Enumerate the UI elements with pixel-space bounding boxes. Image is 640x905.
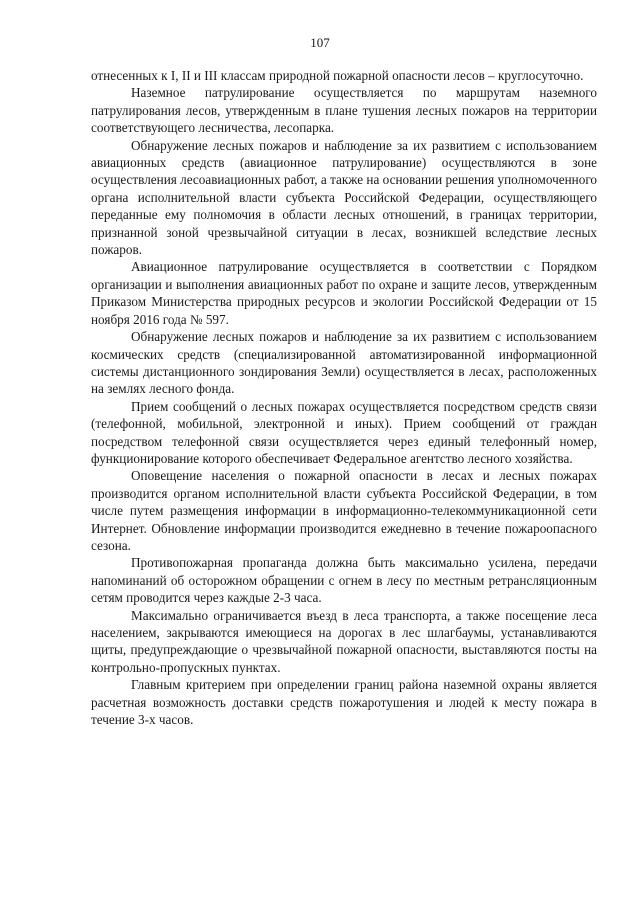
document-body <box>91 67 597 728</box>
page-number: 107 <box>310 35 330 50</box>
paragraph: Обнаружение лесных пожаров и наблюдение за их развитием с использованием космических средств (специализированной автоматизированной информационной системы дистанционного зондирования Земли) осуществляется в лесах, расположенных на землях лесного фонда. <box>91 329 597 397</box>
paragraph: Обнаружение лесных пожаров и наблюдение за их развитием с использованием авиационных средств (авиационное патрулирование) осуществляются в зоне осуществления лесоавиационных работ, а также на основании решения уполномоченного органа исполнительной власти субъекта Российской Федерации, осуществляющего переданные ему полномочия в области лесных отношений, в границах территории, признанной зоной чрезвычайной ситуации в лесах, возникшей вследствие лесных пожаров. <box>91 137 597 258</box>
paragraph: Наземное патрулирование осуществляется по маршрутам наземного патрулирования лесов, утвержденным в плане тушения лесных пожаров на территории соответствующего лесничества, лесопарка. <box>91 85 597 136</box>
paragraph: Максимально ограничивается въезд в леса транспорта, а также посещение леса населением, закрываются имеющиеся на дорогах в лес шлагбаумы, устанавливаются щиты, предупреждающие о чрезвычайной пожарной опасности, выставляются посты на контрольно-пропускных пунктах. <box>91 607 597 675</box>
paragraph: Авиационное патрулирование осуществляется в соответствии с Порядком организации и выполнения авиационных работ по охране и защите лесов, утвержденным Приказом Министерства природных ресурсов и экологии Российской Федерации от 15 ноября 2016 года № 597. <box>91 259 597 327</box>
paragraph: Противопожарная пропаганда должна быть максимально усилена, передачи напоминаний об осторожном обращении с огнем в лесу по местным ретрансляционным сетям проводится через каждые 2-3 часа. <box>91 555 597 606</box>
paragraph: отнесенных к I, II и III классам природной пожарной опасности лесов – круглосуточно. <box>91 68 584 83</box>
paragraph: Главным критерием при определении границ района наземной охраны является расчетная возможность доставки средств пожаротушения и людей к месту пожара в течение 3-х часов. <box>91 677 597 728</box>
paragraph: Оповещение населения о пожарной опасности в лесах и лесных пожарах производится органом исполнительной власти субъекта Российской Федерации, в том числе путем размещения информации в информационно-телекоммуникационной сети Интернет. Обновление информации производится ежедневно в течение пожароопасного сезона. <box>91 468 597 553</box>
paragraph: Прием сообщений о лесных пожарах осуществляется посредством средств связи (телефонной, мобильной, электронной и иных). Прием сообщений от граждан посредством телефонной связи осуществляется через единый телефонный номер, функционирование которого обеспечивает Федеральное агентство лесного хозяйства. <box>91 398 597 466</box>
